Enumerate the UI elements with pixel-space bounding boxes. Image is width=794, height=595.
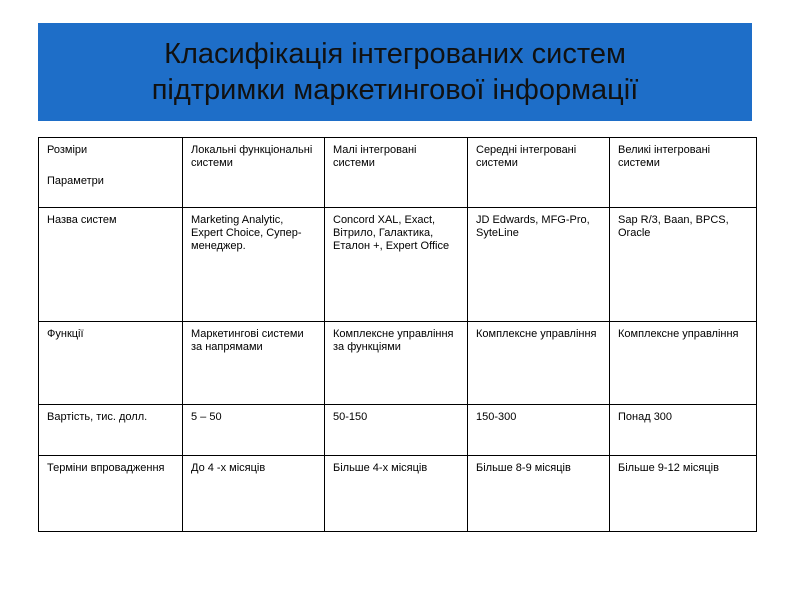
row-label: Функції xyxy=(39,322,183,405)
table-cell: Комплексне управління xyxy=(468,322,610,405)
table-header-row xyxy=(39,138,757,208)
table-cell: Більше 4-х місяців xyxy=(325,456,468,532)
column-header: Великі інтегровані системи xyxy=(610,138,757,208)
title-line-1: Класифікація інтегрованих систем xyxy=(164,38,626,70)
table-cell: 5 – 50 xyxy=(183,405,325,456)
corner-bottom-label: Параметри xyxy=(47,175,104,187)
table-cell: JD Edwards, MFG-Pro, SyteLine xyxy=(468,208,610,322)
column-header: Малі інтегровані системи xyxy=(325,138,468,208)
table-cell: Більше 8-9 місяців xyxy=(468,456,610,532)
table-cell: Комплексне управління за функціями xyxy=(325,322,468,405)
table-cell: Sap R/3, Baan, BPCS, Oracle xyxy=(610,208,757,322)
column-header: Середні інтегровані системи xyxy=(468,138,610,208)
classification-table xyxy=(38,137,757,532)
table-cell: До 4 -х місяців xyxy=(183,456,325,532)
table-row xyxy=(39,208,757,322)
table-cell: Marketing Analytic, Expert Choice, Супер-менеджер. xyxy=(183,208,325,322)
table-cell: Concord XAL, Exact, Вітрило, Галактика, Еталон +, Expert Office xyxy=(325,208,468,322)
title-banner xyxy=(38,23,752,121)
row-label: Вартість, тис. долл. xyxy=(39,405,183,456)
table-cell: Понад 300 xyxy=(610,405,757,456)
table-row xyxy=(39,322,757,405)
table-cell: 50-150 xyxy=(325,405,468,456)
table-cell: Маркетингові системи за напрямами xyxy=(183,322,325,405)
table-cell: Більше 9-12 місяців xyxy=(610,456,757,532)
row-label: Назва систем xyxy=(39,208,183,322)
column-header: Локальні функціональні системи xyxy=(183,138,325,208)
title-line-2: підтримки маркетингової інформації xyxy=(151,74,639,106)
table-row xyxy=(39,456,757,532)
corner-cell xyxy=(39,138,183,208)
row-label: Терміни впровадження xyxy=(39,456,183,532)
corner-top-label: Розміри xyxy=(47,144,88,156)
table-row xyxy=(39,405,757,456)
table-cell: Комплексне управління xyxy=(610,322,757,405)
table-cell: 150-300 xyxy=(468,405,610,456)
